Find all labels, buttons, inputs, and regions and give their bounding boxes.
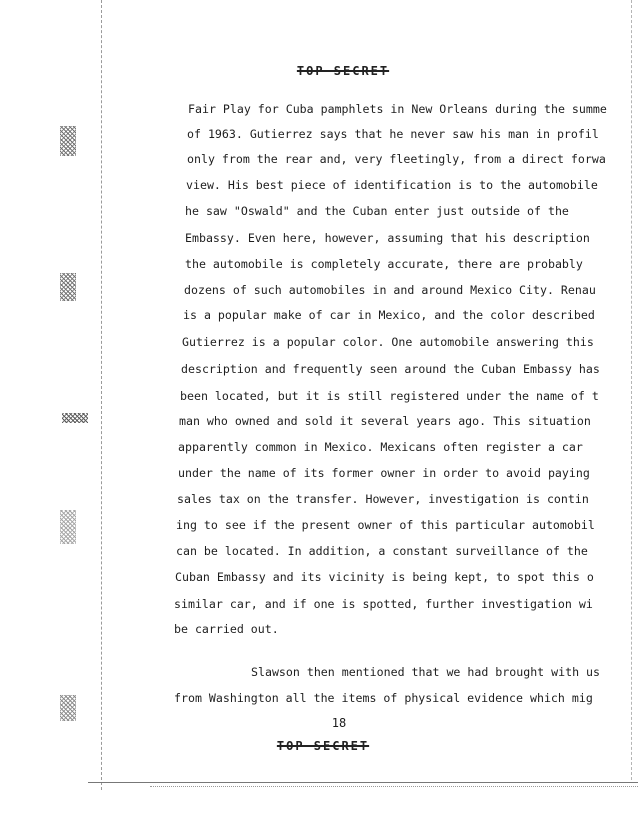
text-line: can be located. In addition, a constant surveillance of the	[176, 544, 588, 558]
text-line: Cuban Embassy and its vicinity is being kept, to spot this o	[175, 570, 594, 584]
text-line: Embassy. Even here, however, assuming that his description	[185, 231, 590, 245]
text-line: been located, but it is still registered under the name of t	[180, 389, 599, 403]
text-line: the automobile is completely accurate, there are probably	[185, 257, 583, 271]
text-line: he saw "Oswald" and the Cuban enter just outside of the	[185, 204, 569, 218]
text-line: under the name of its former owner in order to avoid paying	[178, 466, 590, 480]
text-line: sales tax on the transfer. However, investigation is contin	[177, 492, 589, 506]
text-line: similar car, and if one is spotted, further investigation wi	[174, 597, 593, 611]
text-line: man who owned and sold it several years ago. This situation	[179, 414, 591, 428]
text-line: view. His best piece of identification is to the automobile	[186, 178, 598, 192]
text-line: apparently common in Mexico. Mexicans often register a car	[178, 440, 583, 454]
text-line: Fair Play for Cuba pamphlets in New Orleans during the summe	[188, 102, 607, 116]
classification-stamp-bottom: TOP SECRET	[276, 739, 370, 753]
text-line: of 1963. Gutierrez says that he never saw his man in profil	[187, 127, 599, 141]
text-line: Gutierrez is a popular color. One automobile answering this	[182, 335, 594, 349]
text-line: from Washington all the items of physical evidence which mig	[174, 691, 593, 705]
text-line: only from the rear and, very fleetingly, from a direct forwa	[187, 152, 606, 166]
text-line: is a popular make of car in Mexico, and the color described	[183, 308, 595, 322]
text-line: be carried out.	[174, 622, 279, 636]
text-line: description and frequently seen around the Cuban Embassy has	[181, 362, 600, 376]
page-number: 18	[331, 716, 347, 730]
text-line: dozens of such automobiles in and around Mexico City. Renau	[184, 283, 596, 297]
classification-stamp-top: TOP SECRET	[296, 64, 390, 78]
text-line: ing to see if the present owner of this particular automobil	[176, 518, 595, 532]
text-line: Slawson then mentioned that we had brought with us	[251, 665, 601, 679]
